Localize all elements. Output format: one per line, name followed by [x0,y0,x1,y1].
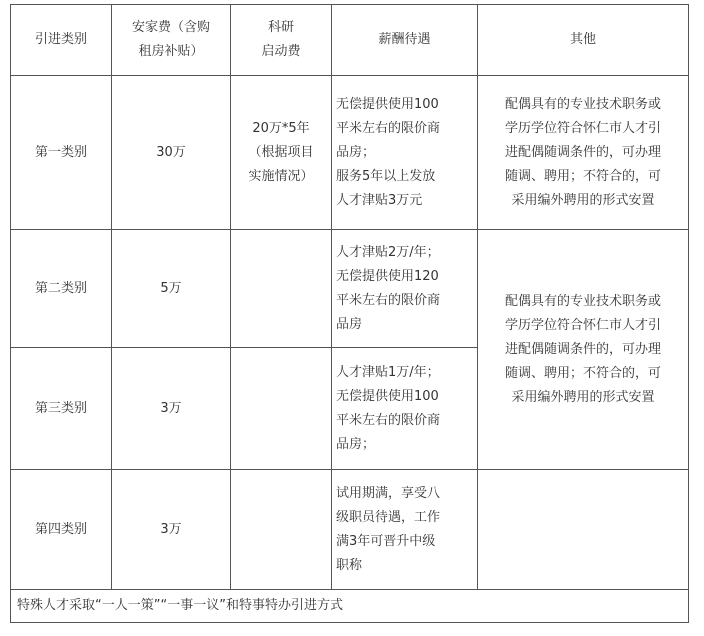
salary-cell: 人才津贴1万/年； 无偿提供使用100 平米左右的限价商 品房； [332,348,478,470]
footer-row [11,590,689,623]
table-row [11,230,689,348]
salary-cell: 无偿提供使用100 平米左右的限价商 品房； 服务5年以上发放 人才津贴3万元 [332,76,478,230]
category-cell: 第三类别 [11,348,112,470]
talent-policy-table [10,4,689,623]
research-cell [231,230,332,348]
other-cell: 配偶具有的专业技术职务或 学历学位符合怀仁市人才引 进配偶随调条件的，可办理 随调、聘用；不符合的，可 采用编外聘用的形式安置 [478,76,689,230]
settlement-cell: 30万 [112,76,231,230]
salary-cell: 人才津贴2万/年； 无偿提供使用120 平米左右的限价商 品房 [332,230,478,348]
salary-cell: 试用期满，享受八 级职员待遇，工作 满3年可晋升中级 职称 [332,470,478,590]
footer-note: 特殊人才采取“一人一策”“一事一议”和特事特办引进方式 [11,590,689,623]
table-row [11,76,689,230]
header-salary: 薪酬待遇 [332,5,478,76]
header-other: 其他 [478,5,689,76]
header-settlement: 安家费（含购 租房补贴） [112,5,231,76]
settlement-cell: 3万 [112,348,231,470]
category-cell: 第二类别 [11,230,112,348]
table-row [11,470,689,590]
header-row [11,5,689,76]
category-cell: 第四类别 [11,470,112,590]
research-cell: 20万*5年 （根据项目 实施情况） [231,76,332,230]
category-cell: 第一类别 [11,76,112,230]
header-category: 引进类别 [11,5,112,76]
research-cell [231,348,332,470]
other-cell [478,470,689,590]
research-cell [231,470,332,590]
header-research: 科研 启动费 [231,5,332,76]
settlement-cell: 5万 [112,230,231,348]
other-cell-merged: 配偶具有的专业技术职务或 学历学位符合怀仁市人才引 进配偶随调条件的，可办理 随调、聘用；不符合的，可 采用编外聘用的形式安置 [478,230,689,470]
settlement-cell: 3万 [112,470,231,590]
